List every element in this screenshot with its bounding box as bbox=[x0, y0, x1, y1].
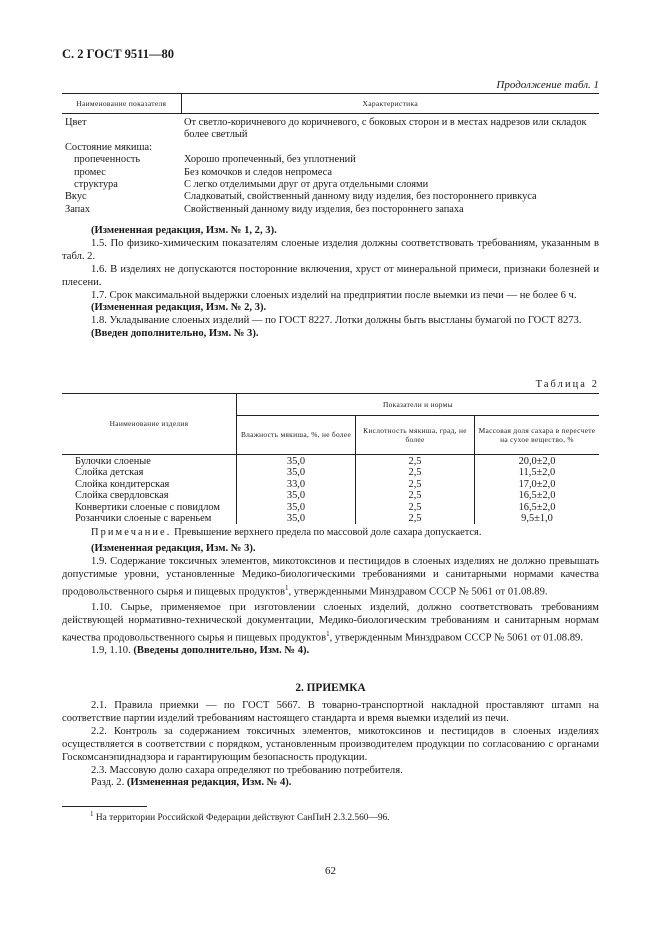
table2-label: Таблица 2 bbox=[535, 379, 599, 390]
amendment-note: (Введен дополнительно, Изм. № 3). bbox=[91, 328, 259, 340]
acidity-value: 2,5 bbox=[356, 513, 475, 524]
amendment-note: (Измененная редакция, Изм. № 4). bbox=[126, 777, 292, 789]
section2-text bbox=[62, 700, 599, 790]
indicator-name: Цвет bbox=[65, 117, 87, 128]
amendment-clauses: 1.9, 1.10. bbox=[91, 645, 131, 657]
table-row bbox=[62, 204, 599, 216]
table-row bbox=[62, 142, 599, 154]
product-name: Розанчики слоеные с вареньем bbox=[62, 513, 237, 524]
amendment-note: (Измененная редакция, Изм. № 1, 2, 3). bbox=[91, 225, 277, 236]
moisture-value: 35,0 bbox=[237, 513, 356, 524]
table-row bbox=[62, 490, 599, 501]
product-name: Слойка кондитерская bbox=[62, 479, 237, 490]
note-label: Примечание. bbox=[91, 527, 172, 538]
table-note bbox=[62, 527, 599, 538]
paragraph-1-10-text: 1.10. Сырье, применяемое при изготовлении слоеных изделий, должно соответствовать требованиям действующей нормативно-технической документации, Медико-биологическим требованиям и санитарным нормам качества продовольственного сырья и пищевых продуктов bbox=[62, 602, 599, 644]
table-row bbox=[62, 455, 599, 468]
indicator-name: Состояние мякиша: bbox=[65, 141, 152, 153]
footnote-ref: 1 bbox=[326, 629, 330, 638]
section1-text bbox=[62, 225, 599, 341]
indicator-name: Запах bbox=[65, 203, 91, 215]
table-continuation-label: Продолжение табл. 1 bbox=[496, 79, 599, 91]
col-header-sugar: Массовая доля сахара в пересчете на сухое вещество, % bbox=[475, 416, 600, 455]
paragraph-1-9-text: 1.9. Содержание токсичных элементов, микотоксинов и пестицидов в слоеных изделиях не должно превышать допустимые уровни, установленные Медико-биологическими требованиями и санитарными нормами качества продовольственного сырья и пищевых продуктов bbox=[62, 555, 599, 598]
note-text: Превышение верхнего предела по массовой доле сахара допускается. bbox=[174, 527, 482, 538]
footnote bbox=[90, 810, 390, 823]
footnote-text: На территории Российской Федерации действуют СанПиН 2.3.2.560—96. bbox=[95, 813, 390, 824]
amendment-note: (Измененная редакция, Изм. № 2, 3). bbox=[91, 302, 267, 314]
table-row bbox=[62, 479, 599, 490]
acidity-value: 2,5 bbox=[356, 467, 475, 478]
table-row bbox=[62, 513, 599, 524]
table-row bbox=[62, 114, 599, 142]
indicator-name: пропеченность bbox=[74, 154, 141, 166]
indicator-characteristic bbox=[181, 142, 599, 154]
paragraph-1-7: 1.7. Срок максимальной выдержки слоеных изделий на предприятии после выемки из печи — не более 6 ч. bbox=[91, 289, 577, 301]
paragraph-2-3: 2.3. Массовую долю сахара определяют по требованию потребителя. bbox=[91, 764, 403, 776]
moisture-value: 35,0 bbox=[237, 467, 356, 478]
paragraph-1-6: 1.6. В изделиях не допускаются посторонние включения, хруст от минеральной примеси, признаки болезней и плесени. bbox=[62, 263, 599, 288]
characteristics-table bbox=[62, 93, 599, 216]
paragraph-1-10 bbox=[62, 602, 599, 645]
sugar-value: 20,0±2,0 bbox=[518, 456, 556, 467]
moisture-value: 35,0 bbox=[237, 490, 356, 501]
indicator-characteristic: С легко отделимыми друг от друга отдельными слоями bbox=[184, 179, 429, 191]
product-name: Слойка детская bbox=[62, 467, 237, 478]
indicator-characteristic: От светло-коричневого до коричневого, с боковых сторон и в местах надрезов или складок более светлый bbox=[184, 117, 587, 141]
indicator-characteristic: Сладковатый, свойственный данному виду изделия, без постороннего привкуса bbox=[184, 191, 537, 203]
indicator-name: структура bbox=[74, 179, 118, 191]
sugar-value: 9,5±1,0 bbox=[521, 513, 553, 525]
footnote-mark: 1 bbox=[90, 810, 94, 818]
table1-body bbox=[62, 114, 599, 217]
indicator-characteristic: Хорошо пропеченный, без уплотнений bbox=[184, 154, 356, 166]
table-row bbox=[62, 179, 599, 191]
indicator-name: Вкус bbox=[65, 191, 87, 203]
table2-body bbox=[62, 455, 599, 525]
indicator-characteristic: Свойственный данному виду изделия, без постороннего запаха bbox=[184, 203, 464, 215]
col-header-group: Показатели и нормы bbox=[237, 394, 600, 416]
paragraph-2-2: 2.2. Контроль за содержанием токсичных элементов, микотоксинов и пестицидов в слоеных изделиях осуществляется в соответствии с порядком, установленным производителем продукции по согласованию с органами Госкомсанэпиднадзора и гарантирующим безопасность продукции. bbox=[62, 725, 599, 763]
amendment-note: (Введены дополнительно, Изм. № 4). bbox=[133, 645, 310, 657]
footnote-ref: 1 bbox=[284, 583, 289, 592]
section-2-title: 2. ПРИЕМКА bbox=[295, 682, 366, 694]
col-header-indicator: Наименование показателя bbox=[62, 94, 181, 114]
acidity-value: 2,5 bbox=[356, 455, 475, 468]
col-header-product: Наименование изделия bbox=[62, 394, 237, 455]
col-header-characteristic: Характеристика bbox=[181, 94, 599, 114]
product-name: Булочки слоеные bbox=[62, 455, 237, 468]
sugar-value: 16,5±2,0 bbox=[518, 501, 556, 513]
paragraph-2-1: 2.1. Правила приемки — по ГОСТ 5667. В товарно-транспортной накладной проставляют штамп на соответствие партии изделий требованиям настоящего стандарта и время выемки изделий из печи. bbox=[62, 700, 599, 724]
col-header-moisture: Влажность мякиша, %, не более bbox=[237, 416, 356, 455]
amendment-note: (Измененная редакция, Изм. № 3). bbox=[91, 543, 256, 554]
sugar-value: 17,0±2,0 bbox=[518, 478, 556, 490]
paragraph-1-10-tail: , утвержденным Минздравом СССР № 5061 от 01.08.89. bbox=[329, 632, 583, 644]
moisture-value: 35,0 bbox=[237, 502, 356, 513]
table-row bbox=[62, 154, 599, 166]
sugar-value: 11,5±2,0 bbox=[518, 467, 556, 479]
section-ref: Разд. 2. bbox=[91, 777, 125, 789]
acidity-value: 2,5 bbox=[356, 479, 475, 490]
physicochemical-table bbox=[62, 393, 599, 524]
amendment-line bbox=[62, 645, 599, 658]
indicator-name: промес bbox=[74, 166, 106, 178]
col-header-acidity: Кислотность мякиша, град, не более bbox=[356, 416, 475, 455]
page-header: С. 2 ГОСТ 9511—80 bbox=[62, 47, 174, 61]
paragraph-1-8: 1.8. Укладывание слоеных изделий — по ГОСТ 8227. Лотки должны быть выстланы бумагой по ГОСТ 8273. bbox=[91, 315, 582, 327]
paragraph-1-9-tail: , утвержденными Минздравом СССР № 5061 от 01.08.89. bbox=[288, 586, 548, 598]
amendment-line bbox=[62, 777, 599, 790]
sugar-value: 16,5±2,0 bbox=[518, 490, 556, 502]
paragraph-1-9 bbox=[62, 556, 599, 599]
table-row bbox=[62, 467, 599, 478]
product-name: Слойка свердловская bbox=[62, 490, 237, 501]
paragraph-1-5: 1.5. По физико-химическим показателям слоеные изделия должны соответствовать требованиям, указанным в табл. 2. bbox=[62, 237, 599, 262]
section1-text-continued bbox=[62, 543, 599, 658]
footnote-divider bbox=[62, 806, 147, 807]
product-name: Конвертики слоеные с повидлом bbox=[62, 502, 237, 513]
table-row bbox=[62, 502, 599, 513]
acidity-value: 2,5 bbox=[356, 502, 475, 513]
table-row bbox=[62, 191, 599, 203]
moisture-value: 33,0 bbox=[237, 479, 356, 490]
acidity-value: 2,5 bbox=[356, 490, 475, 501]
page-number: 62 bbox=[325, 865, 336, 877]
table-row bbox=[62, 167, 599, 179]
moisture-value: 35,0 bbox=[237, 455, 356, 468]
indicator-characteristic: Без комочков и следов непромеса bbox=[184, 166, 333, 178]
